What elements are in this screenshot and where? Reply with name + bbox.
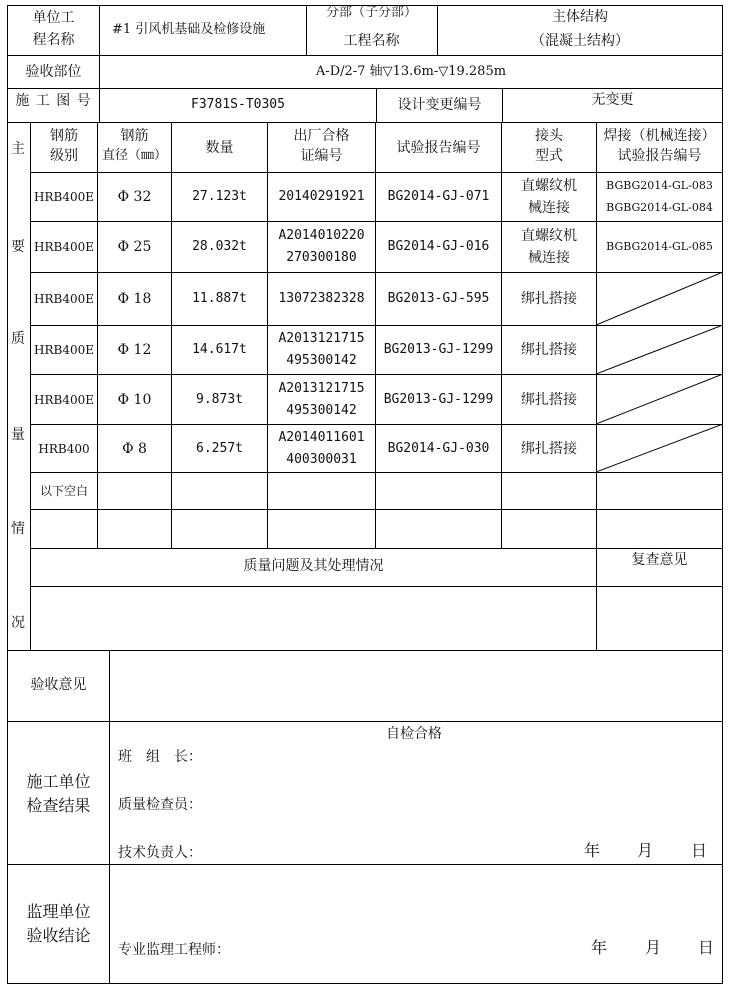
rule bbox=[30, 548, 723, 549]
design-change-value: 无变更 bbox=[591, 92, 634, 108]
cell-certificate: 495300142 bbox=[286, 353, 357, 368]
cell-grade: HRB400E bbox=[34, 190, 94, 204]
rule bbox=[7, 650, 723, 651]
cell-certificate: 495300142 bbox=[286, 403, 357, 418]
cell-grade: HRB400E bbox=[34, 393, 94, 407]
rule bbox=[97, 122, 98, 548]
vertical-label-char: 主 bbox=[11, 141, 25, 157]
supervisor-engineer-label: 专业监理工程师： bbox=[118, 942, 230, 958]
col-header-certificate: 出厂合格 证编号 bbox=[293, 128, 350, 164]
cell-grade: HRB400 bbox=[38, 442, 90, 456]
date-year: 年 bbox=[584, 841, 601, 860]
cell-weld-report: BGBG2014-GL-083 bbox=[606, 179, 713, 192]
rule bbox=[30, 172, 723, 173]
border-bottom bbox=[7, 983, 723, 984]
drawing-label: 施 工 图 号 bbox=[15, 93, 92, 109]
date-year: 年 bbox=[591, 938, 608, 957]
review-label: 复查意见 bbox=[631, 552, 688, 568]
diagonal-slash bbox=[596, 325, 723, 374]
border-right bbox=[722, 5, 723, 984]
cell-diameter: Φ 10 bbox=[117, 392, 152, 408]
cell-test-report: BG2013-GJ-1299 bbox=[383, 342, 494, 357]
cell-certificate: A2013121715 bbox=[278, 331, 365, 346]
drawing-value: F3781S-T0305 bbox=[191, 97, 285, 112]
vertical-label-char: 量 bbox=[11, 427, 25, 443]
vertical-label-char: 要 bbox=[11, 239, 25, 255]
cell-quantity: 27.123t bbox=[192, 189, 247, 204]
cell-test-report: BG2013-GJ-595 bbox=[387, 291, 490, 306]
cell-grade: HRB400E bbox=[34, 292, 94, 306]
cell-joint-type: 械连接 bbox=[528, 250, 570, 266]
team-leader-label: 班 组 长： bbox=[118, 749, 202, 765]
cell-certificate: 20140291921 bbox=[278, 189, 365, 204]
col-header-weld-report: 焊接（机械连接） 试验报告编号 bbox=[603, 128, 716, 164]
blank-row-label: 以下空白 bbox=[39, 484, 88, 498]
rule bbox=[109, 650, 110, 984]
cell-diameter: Φ 18 bbox=[117, 291, 152, 307]
cell-grade: HRB400E bbox=[34, 343, 94, 357]
self-check-result: 自检合格 bbox=[386, 726, 442, 742]
inspector-label: 质量检查员： bbox=[118, 797, 202, 813]
date-month: 月 bbox=[645, 938, 662, 957]
rule bbox=[30, 509, 723, 510]
rule bbox=[7, 864, 723, 865]
cell-joint-type: 绑扎搭接 bbox=[521, 392, 577, 408]
date-month: 月 bbox=[637, 841, 654, 860]
cell-test-report: BG2014-GJ-030 bbox=[387, 441, 490, 456]
cell-weld-report: BGBG2014-GL-084 bbox=[606, 201, 713, 214]
col-header-quantity: 数量 bbox=[205, 140, 234, 156]
cell-certificate: 13072382328 bbox=[278, 291, 365, 306]
diagonal-slash bbox=[596, 374, 723, 424]
acceptance-part-label: 验收部位 bbox=[25, 64, 82, 80]
rule bbox=[30, 221, 723, 222]
cell-diameter: Φ 12 bbox=[117, 342, 152, 358]
cell-joint-type: 直螺纹机 bbox=[521, 178, 577, 194]
date-day: 日 bbox=[691, 841, 708, 860]
tech-lead-label: 技术负责人： bbox=[118, 845, 202, 861]
construction-label: 施工单位 检查结果 bbox=[26, 772, 91, 815]
acceptance-opinion-label: 验收意见 bbox=[30, 677, 87, 693]
cell-quantity: 14.617t bbox=[192, 342, 247, 357]
rule bbox=[7, 55, 723, 56]
col-header-joint-type: 接头 型式 bbox=[535, 128, 563, 164]
acceptance-part-value: A-D/2-7 轴▽13.6m-▽19.285m bbox=[315, 64, 507, 79]
cell-certificate: A2013121715 bbox=[278, 381, 365, 396]
rule bbox=[171, 122, 172, 548]
rule bbox=[7, 721, 723, 722]
rule bbox=[7, 88, 723, 89]
rule bbox=[375, 122, 376, 548]
vertical-label-char: 况 bbox=[11, 615, 25, 631]
date-day: 日 bbox=[698, 938, 715, 957]
cell-grade: HRB400E bbox=[34, 240, 94, 254]
cell-certificate: A2014010220 bbox=[278, 228, 365, 243]
cell-test-report: BG2013-GJ-1299 bbox=[383, 392, 494, 407]
cell-test-report: BG2014-GJ-071 bbox=[387, 189, 490, 204]
quality-issue-label: 质量问题及其处理情况 bbox=[243, 558, 384, 574]
col-header-test-report: 试验报告编号 bbox=[396, 140, 481, 156]
sub-project-overlap-text: 分部（子分部） bbox=[325, 6, 417, 20]
cell-quantity: 9.873t bbox=[196, 392, 243, 407]
cell-joint-type: 绑扎搭接 bbox=[521, 342, 577, 358]
cell-diameter: Φ 8 bbox=[122, 441, 147, 457]
cell-quantity: 6.257t bbox=[196, 441, 243, 456]
cell-quantity: 11.887t bbox=[192, 291, 247, 306]
design-change-label: 设计变更编号 bbox=[397, 97, 482, 113]
rule bbox=[7, 122, 723, 123]
cell-certificate: 400300031 bbox=[286, 452, 357, 467]
diagonal-slash bbox=[596, 272, 723, 325]
rule bbox=[30, 586, 723, 587]
cell-diameter: Φ 25 bbox=[117, 239, 152, 255]
cell-certificate: A2014011601 bbox=[278, 430, 365, 445]
structure-value-line1: 主体结构 bbox=[552, 9, 608, 25]
col-header-diameter: 钢筋 直径（㎜） bbox=[101, 128, 167, 163]
unit-project-label-line1: 单位工 bbox=[32, 10, 75, 26]
cell-joint-type: 直螺纹机 bbox=[521, 228, 577, 244]
col-header-grade: 钢筋 级别 bbox=[50, 128, 78, 164]
cell-joint-type: 绑扎搭接 bbox=[521, 291, 577, 307]
unit-project-label-line2: 程名称 bbox=[32, 32, 75, 48]
vertical-label-char: 质 bbox=[11, 331, 25, 347]
cell-certificate: 270300180 bbox=[286, 250, 357, 265]
cell-weld-report: BGBG2014-GL-085 bbox=[606, 240, 713, 253]
cell-diameter: Φ 32 bbox=[117, 189, 152, 205]
supervision-label: 监理单位 验收结论 bbox=[26, 902, 91, 945]
unit-project-value: #1 引风机基础及检修设施 bbox=[112, 22, 266, 37]
diagonal-slash bbox=[596, 424, 723, 472]
cell-joint-type: 绑扎搭接 bbox=[521, 441, 577, 457]
sub-project-label: 工程名称 bbox=[343, 33, 400, 49]
cell-joint-type: 械连接 bbox=[528, 200, 570, 216]
cell-quantity: 28.032t bbox=[192, 239, 247, 254]
rule bbox=[30, 472, 723, 473]
cell-test-report: BG2014-GJ-016 bbox=[387, 239, 490, 254]
vertical-label-char: 情 bbox=[11, 521, 25, 537]
structure-value-line2: （混凝土结构） bbox=[531, 33, 629, 49]
